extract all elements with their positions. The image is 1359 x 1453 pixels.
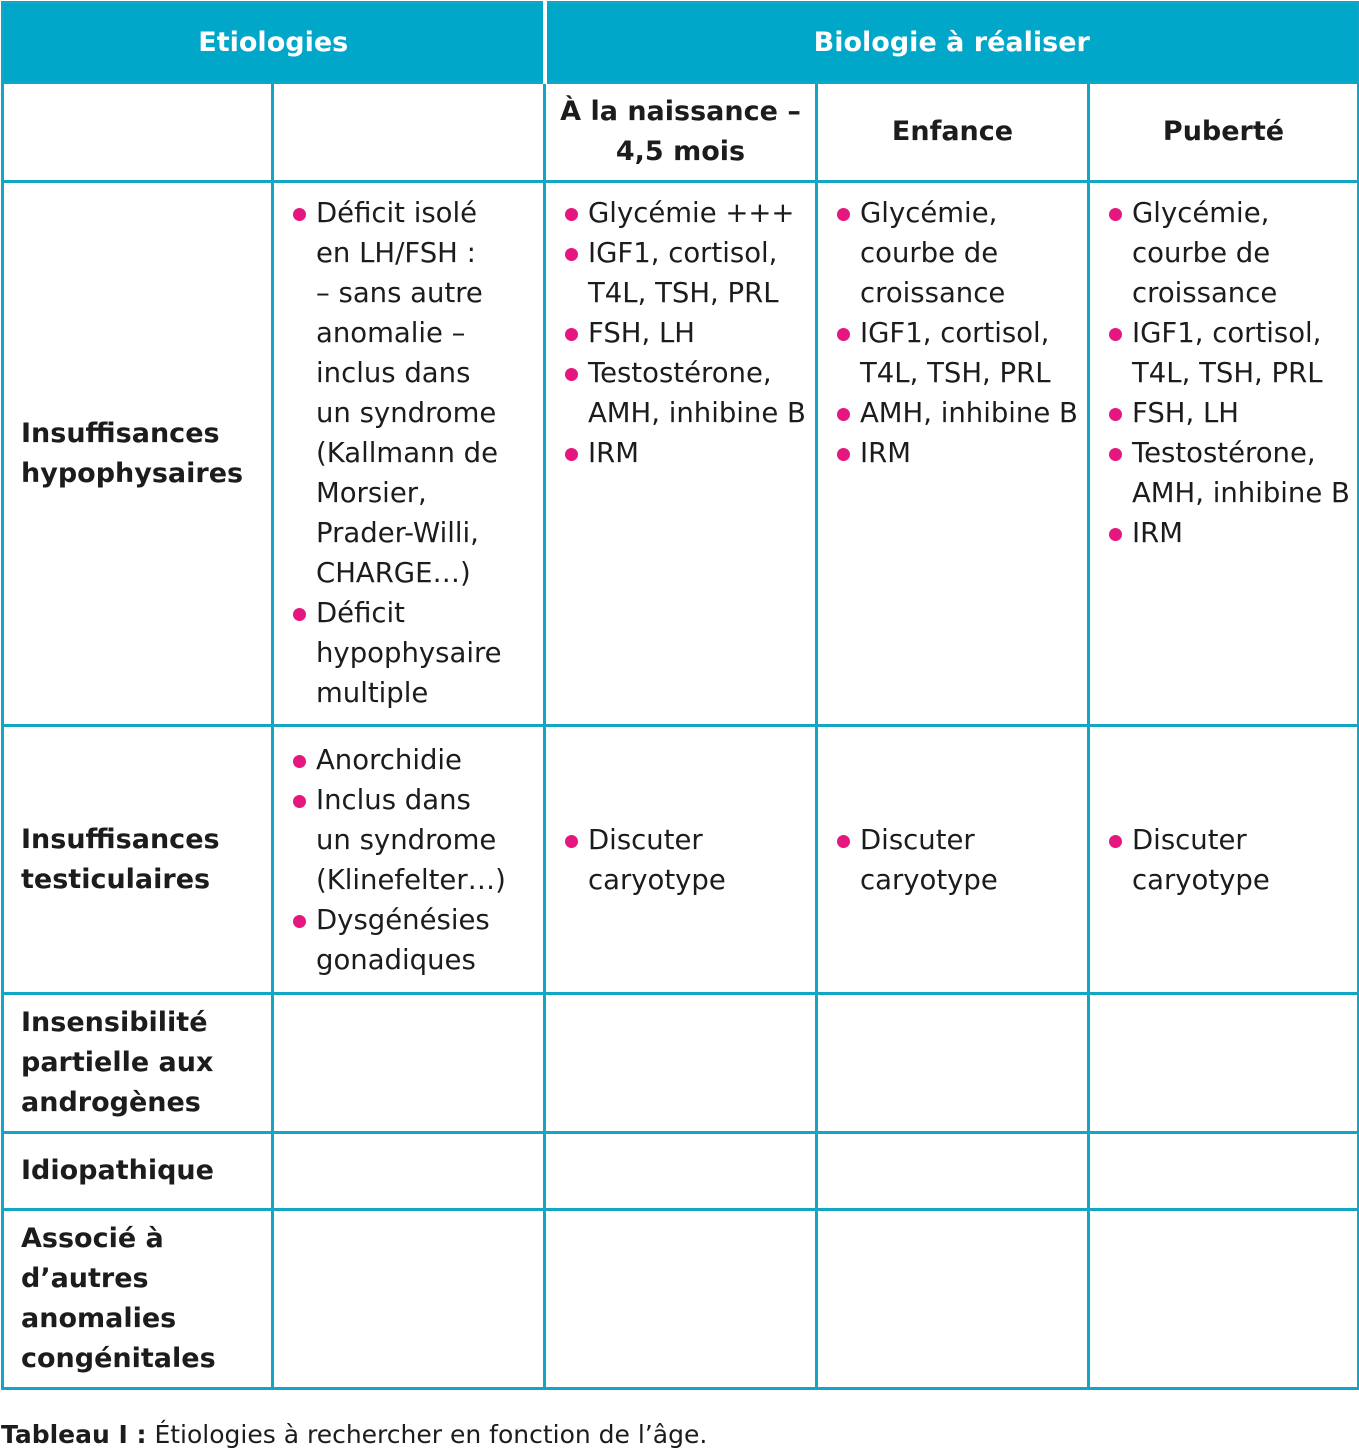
- list-item: FSH, LH: [562, 313, 809, 353]
- cell-puberte-testiculaires: [1089, 726, 1359, 994]
- etiologies-table: [1, 1, 1359, 1390]
- list-item: IRM: [834, 433, 1081, 473]
- empty-cell: [817, 1133, 1089, 1210]
- list-item: Déficit hypophysaire multiple: [290, 593, 537, 713]
- list-item: Glycémie +++: [562, 193, 809, 233]
- empty-cell: [1089, 1133, 1359, 1210]
- list-item: Discuter caryotype: [1106, 820, 1351, 900]
- caption-prefix: Tableau I :: [1, 1420, 147, 1449]
- list-item: Glycémie, courbe de croissance: [834, 193, 1081, 313]
- subheader-enfance: Enfance: [817, 83, 1089, 182]
- empty-cell: [1089, 994, 1359, 1133]
- bullet-list: [290, 193, 537, 713]
- row-label-idiopathique: Idiopathique: [3, 1133, 273, 1210]
- list-item: AMH, inhibine B: [834, 393, 1081, 433]
- list-item: Testostérone, AMH, inhibine B: [1106, 433, 1351, 513]
- subheader-empty-2: [273, 83, 545, 182]
- cell-etiologies-hypophysaires: [273, 182, 545, 726]
- list-item: IGF1, cortisol, T4L, TSH, PRL: [1106, 313, 1351, 393]
- bullet-list: [1106, 820, 1351, 900]
- caption-text: Étiologies à rechercher en fonction de l’âge.: [146, 1420, 708, 1449]
- empty-cell: [545, 1133, 817, 1210]
- cell-naissance-testiculaires: [545, 726, 817, 994]
- table-caption: [1, 1417, 707, 1453]
- list-item: Glycémie, courbe de croissance: [1106, 193, 1351, 313]
- row-label-associe: Associé à d’autres anomalies congénitales: [3, 1210, 273, 1389]
- cell-puberte-hypophysaires: [1089, 182, 1359, 726]
- list-item: Dysgénésies gonadiques: [290, 900, 537, 980]
- bullet-list: [290, 740, 537, 980]
- row-label-hypophysaires: Insuffisances hypophysaires: [3, 182, 273, 726]
- subheader-empty-1: [3, 83, 273, 182]
- list-item: FSH, LH: [1106, 393, 1351, 433]
- table-row: [3, 726, 1359, 994]
- empty-cell: [273, 994, 545, 1133]
- list-item: Discuter caryotype: [834, 820, 1081, 900]
- table-row: [3, 1210, 1359, 1389]
- cell-enfance-hypophysaires: [817, 182, 1089, 726]
- row-label-insensibilite: Insensibilité partielle aux androgènes: [3, 994, 273, 1133]
- list-item: Déficit isolé en LH/FSH : – sans autre anomalie – inclus dans un syndrome (Kallmann de Morsier, Prader-Willi, CHARGE…): [290, 193, 537, 593]
- bullet-list: [562, 820, 809, 900]
- list-item: Testostérone, AMH, inhibine B: [562, 353, 809, 433]
- empty-cell: [545, 994, 817, 1133]
- bullet-list: [834, 193, 1081, 473]
- bullet-list: [834, 820, 1081, 900]
- empty-cell: [817, 1210, 1089, 1389]
- header-biologie: Biologie à réaliser: [545, 3, 1359, 83]
- list-item: Anorchidie: [290, 740, 537, 780]
- list-item: IRM: [1106, 513, 1351, 553]
- empty-cell: [273, 1133, 545, 1210]
- cell-enfance-testiculaires: [817, 726, 1089, 994]
- row-label-testiculaires: Insuffisances testiculaires: [3, 726, 273, 994]
- list-item: IRM: [562, 433, 809, 473]
- table-row: [3, 994, 1359, 1133]
- subheader-row: [3, 83, 1359, 182]
- subheader-puberte: Puberté: [1089, 83, 1359, 182]
- list-item: IGF1, cortisol, T4L, TSH, PRL: [562, 233, 809, 313]
- cell-naissance-hypophysaires: [545, 182, 817, 726]
- list-item: IGF1, cortisol, T4L, TSH, PRL: [834, 313, 1081, 393]
- header-etiologies: Etiologies: [3, 3, 545, 83]
- cell-etiologies-testiculaires: [273, 726, 545, 994]
- table-row: [3, 1133, 1359, 1210]
- empty-cell: [545, 1210, 817, 1389]
- list-item: Inclus dans un syndrome (Klinefelter…): [290, 780, 537, 900]
- header-row: [3, 3, 1359, 83]
- empty-cell: [273, 1210, 545, 1389]
- empty-cell: [817, 994, 1089, 1133]
- list-item: Discuter caryotype: [562, 820, 809, 900]
- empty-cell: [1089, 1210, 1359, 1389]
- bullet-list: [1106, 193, 1351, 553]
- subheader-naissance: À la naissance – 4,5 mois: [545, 83, 817, 182]
- bullet-list: [562, 193, 809, 473]
- table-row: [3, 182, 1359, 726]
